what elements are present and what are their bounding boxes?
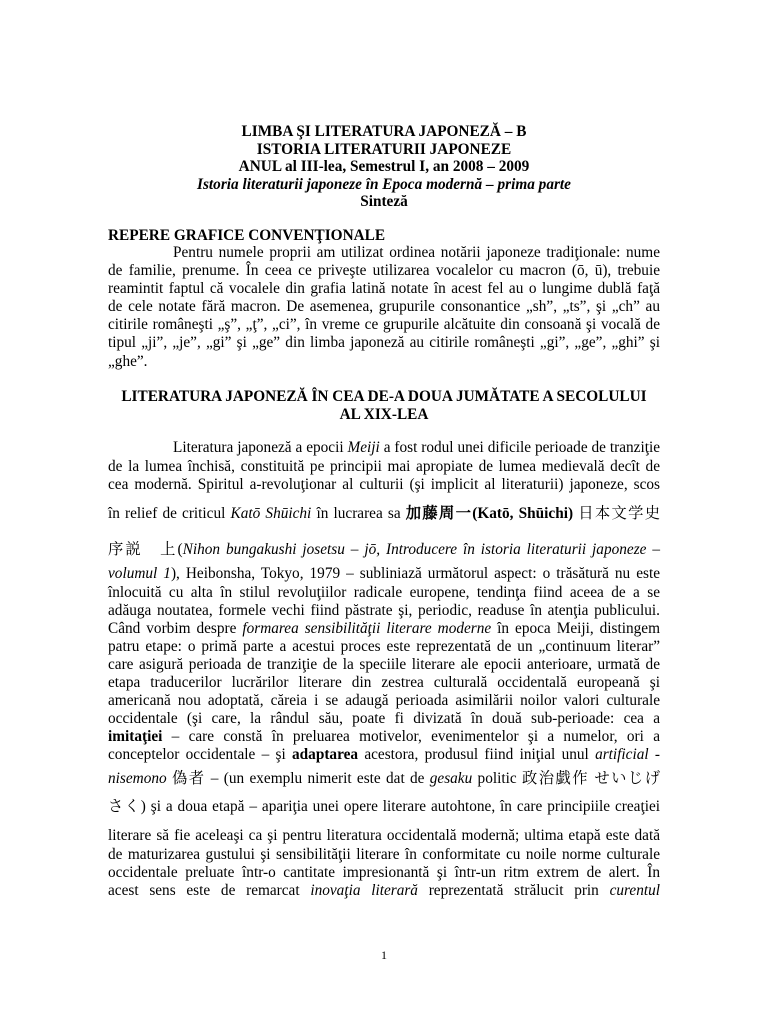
paragraph-line: occidentale (şi care, la rândul său, poate fi divizată în două sub-perioade: cea a xyxy=(108,710,660,727)
paragraph-line: de familie, prenume. În ceea ce priveşte utilizarea vocalelor cu macron (ō, ū), trebuie xyxy=(108,262,660,279)
paragraph-line xyxy=(108,727,660,746)
document-title: LIMBA ŞI LITERATURA JAPONEZĂ – B xyxy=(241,123,527,140)
paragraph-line xyxy=(108,745,660,764)
emphasis-bold: adaptarea xyxy=(292,746,359,763)
text-run: Literatura japoneză a epocii xyxy=(173,439,348,456)
paragraph-line: americană nou adoptată, căreia i se adaugă perioada asimilării noilor valori culturale xyxy=(108,692,660,709)
text-run: conceptelor occidentale – şi xyxy=(108,746,293,763)
paragraph-line: Pentru numele proprii am utilizat ordinea notării japoneze tradiţionale: nume xyxy=(173,244,660,261)
paragraph-line: citirile româneşti „ş”, „ţ”, „ci”, în vreme ce grupurile alcătuite din consoană şi vocală de xyxy=(108,316,660,333)
emphasis-italic: curentul xyxy=(609,882,660,899)
course-title: ISTORIA LITERATURII JAPONEZE xyxy=(256,141,512,158)
paragraph-line: tipul „ji”, „je”, „gi” şi „ge” din limba japoneză au citirile româneşti „gi”, „ge”, „ghi” şi xyxy=(108,334,660,351)
emphasis-bold: imitaţiei xyxy=(108,728,163,745)
paragraph-line: literare să fie aceleaşi ca şi pentru literatura occidentală modernă; ultima etapă este dată xyxy=(108,827,660,844)
emphasis-italic: Nihon bungakushi josetsu – jō, Introducere în istoria literaturii japoneze – xyxy=(182,541,660,558)
paragraph-line: occidentale preluate într-o cantitate impresionantă şi într-un ritm extrem de alert. În xyxy=(108,864,660,881)
text-run: acest sens este de remarcat xyxy=(108,882,311,899)
paragraph-line xyxy=(108,504,660,523)
paragraph-line: adăuga noutatea, formele vechi fiind păstrate şi, periodic, readuse în atenţia publicului. xyxy=(108,602,660,619)
emphasis-italic: formarea sensibilităţii literare moderne xyxy=(242,620,492,637)
paragraph-line: patru etape: o primă parte a acestui proces este reprezentată de un „continuum literar” xyxy=(108,638,660,655)
section-heading: AL XIX-LEA xyxy=(339,406,429,423)
emphasis-bold: 加藤周一(Katō, Shūichi) xyxy=(405,505,574,522)
paragraph-line: înlocuită cu alta în stilul revoluţiilor radicale europene, tendinţa fiind aceea de a se xyxy=(108,584,660,601)
paragraph-line xyxy=(173,438,660,457)
text-run: acestora, produsul fiind iniţial unul xyxy=(358,746,596,763)
emphasis-italic: Katō Shūichi xyxy=(230,505,312,522)
paragraph-line: „ghe”. xyxy=(108,353,148,370)
academic-year: ANUL al III-lea, Semestrul I, an 2008 – 2009 xyxy=(238,158,530,175)
text-run: în relief de criticul xyxy=(108,505,231,522)
text-run: a fost rodul unei dificile perioade de tranziţie xyxy=(379,439,660,456)
paragraph-line: さく) şi a doua etapă – apariţia unei opere literare autohtone, în care principiile creaţiei xyxy=(108,798,660,815)
text-run: politic 政治戯作 せいじげ xyxy=(472,770,661,787)
paragraph-line xyxy=(108,540,660,559)
text-run: - xyxy=(648,746,660,763)
emphasis-italic: Meiji xyxy=(347,439,380,456)
paragraph-line: de la lumea închisă, constituită pe principii mai apropiate de lumea medievală decît de xyxy=(108,458,660,475)
text-run: în epoca Meiji, distingem xyxy=(491,620,660,637)
page-number: 1 xyxy=(381,948,387,962)
paragraph-line: etapa traducerilor lucrărilor literare din zestrea culturală occidentală europeană şi xyxy=(108,674,660,691)
paragraph-line xyxy=(108,619,660,638)
text-run: reprezentată strălucit prin xyxy=(417,882,610,899)
emphasis-italic: artificial xyxy=(595,746,649,763)
paragraph-line xyxy=(108,564,660,583)
paragraph-line: reamintit faptul că vocalele din grafia latină notate în acest fel au o lungime dublă faţă xyxy=(108,280,660,297)
emphasis-italic: gesaku xyxy=(429,770,473,787)
summary-label: Sinteză xyxy=(360,193,408,210)
text-run: 偽者 – (un exemplu nimerit este dat de xyxy=(166,770,430,787)
paragraph-line: care asigură perioada de tranziţie de la speciile literare ale epocii anterioare, urmată de xyxy=(108,656,660,673)
paragraph-line xyxy=(108,881,660,900)
section-heading: REPERE GRAFICE CONVENŢIONALE xyxy=(108,227,386,244)
paragraph-line: de cele notate fără macron. De asemenea, grupurile consonantice „sh”, „ts”, şi „ch” au xyxy=(108,298,660,315)
emphasis-italic: nisemono xyxy=(108,770,167,787)
paragraph-line: cea modernă. Spiritul a-revoluţionar al culturii (şi implicit al literaturii) japoneze, scos xyxy=(108,476,660,493)
emphasis-italic: inovaţia literară xyxy=(310,882,418,899)
text-run: 日本文学史 xyxy=(573,505,660,522)
paragraph-line xyxy=(108,769,660,788)
section-heading: LITERATURA JAPONEZĂ ÎN CEA DE-A DOUA JUMĂTATE A SECOLULUI xyxy=(121,388,647,405)
text-run: ), Heibonsha, Tokyo, 1979 – subliniază următorul aspect: o trăsătură nu este xyxy=(170,565,660,582)
emphasis-italic: volumul 1 xyxy=(108,565,171,582)
text-run: în lucrarea sa xyxy=(311,505,406,522)
text-run: Când vorbim despre xyxy=(108,620,243,637)
text-run: 序説 上( xyxy=(108,541,183,558)
text-run: – care constă în preluarea motivelor, evenimentelor şi a numelor, ori a xyxy=(162,728,660,745)
paragraph-line: de maturizarea gustului şi sensibilităţii literare în conformitate cu noile norme culturale xyxy=(108,846,660,863)
document-subtitle: Istoria literaturii japoneze în Epoca modernă – prima parte xyxy=(197,176,571,193)
